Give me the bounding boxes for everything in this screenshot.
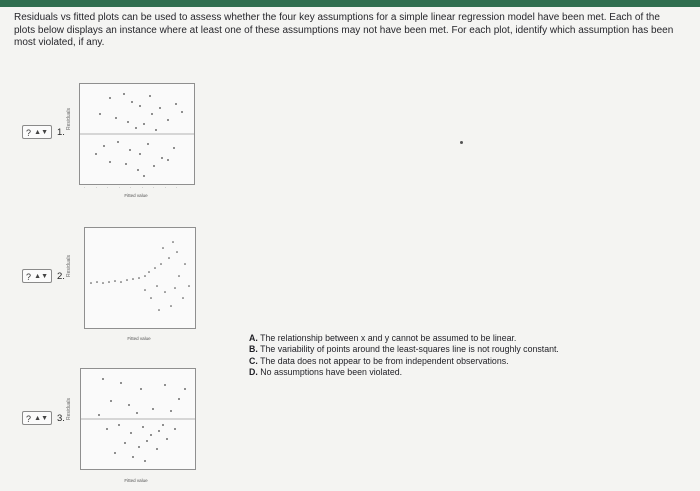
plot-2-ylabel: Residuals <box>66 255 72 277</box>
plot-2-select[interactable] <box>22 269 52 283</box>
plot-2-number: 2. <box>57 271 65 282</box>
plot-1-xticks: ········· <box>84 185 188 190</box>
plot-1-points <box>95 93 183 177</box>
top-bar <box>0 0 700 7</box>
answer-b-letter: B. <box>249 344 258 355</box>
up-down-arrows-icon: ▲▼ <box>34 415 48 422</box>
plot-2-xlabel: Fitted value <box>127 336 151 341</box>
plot-1-chart <box>79 83 195 185</box>
answer-choices <box>249 333 559 379</box>
answer-d <box>249 367 559 378</box>
plot-1-select[interactable] <box>22 125 52 139</box>
answer-c-text: The data does not appear to be from independent observations. <box>260 355 509 366</box>
answer-d-letter: D. <box>249 367 258 378</box>
up-down-arrows-icon: ▲▼ <box>34 129 48 136</box>
plot-3-select-value: ? <box>26 414 32 424</box>
plot-1-xlabel: Fitted value <box>124 193 148 198</box>
plot-1-select-value: ? <box>26 128 32 138</box>
plot-1-number: 1. <box>57 127 65 138</box>
plot-1-ylabel: Residuals <box>66 108 72 130</box>
plot-1-svg <box>80 84 194 184</box>
plot-2-svg <box>85 228 195 328</box>
plot-3-select[interactable] <box>22 411 52 425</box>
plot-3-xlabel: Fitted value <box>124 478 148 483</box>
plot-3-ylabel: Residuals <box>66 398 72 420</box>
plot-3-svg <box>81 369 195 469</box>
answer-a <box>249 333 559 344</box>
stray-dot <box>460 141 463 144</box>
plot-3-chart <box>80 368 196 470</box>
plot-3-points <box>98 378 186 462</box>
answer-d-text: No assumptions have been violated. <box>260 367 403 378</box>
plot-2-select-value: ? <box>26 272 32 282</box>
plot-2-points <box>90 241 190 311</box>
answer-c <box>249 356 559 367</box>
plot-2-chart <box>84 227 196 329</box>
answer-a-text: The relationship between x and y cannot be assumed to be linear. <box>260 333 517 343</box>
up-down-arrows-icon: ▲▼ <box>34 273 48 280</box>
answer-c-letter: C. <box>249 355 258 366</box>
answer-b-text: The variability of points around the least-squares line is not roughly constant. <box>260 344 559 355</box>
question-text: Residuals vs fitted plots can be used to assess whether the four key assumptions for a simple linear regression model have been met. Each of the plots below displays an instance where at least one of these assumptions may not have been met. For each plot, identify which assumption has been most violated, if any. <box>14 12 674 48</box>
answer-a-letter: A. <box>249 333 258 343</box>
plot-3-number: 3. <box>57 413 65 424</box>
answer-b <box>249 344 559 355</box>
